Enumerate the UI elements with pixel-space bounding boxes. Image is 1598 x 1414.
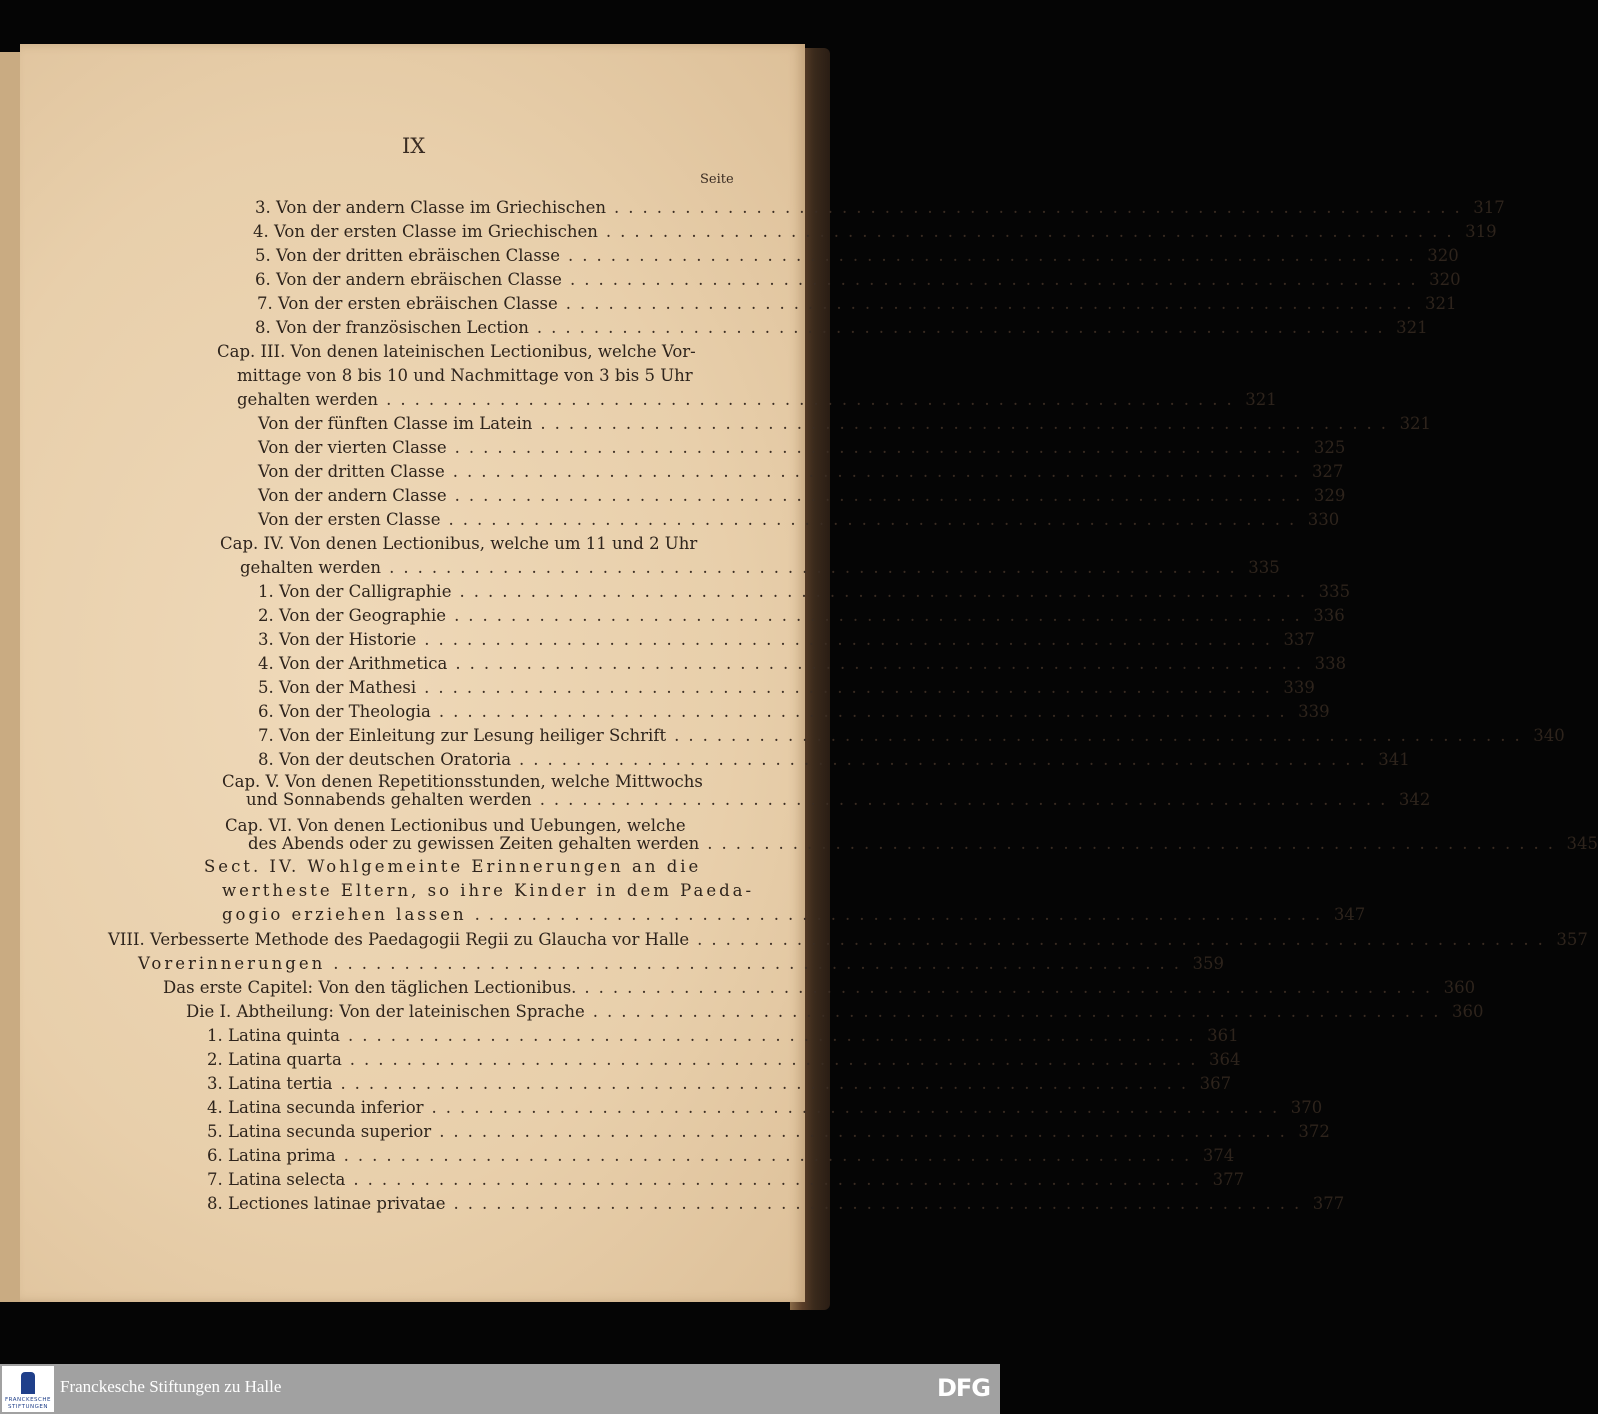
toc-entry [186,1002,1484,1026]
toc-entry [258,702,1330,726]
toc-entry [220,534,698,558]
toc-entry-title: Von der vierten Classe [258,438,447,457]
dot-leader: ............................................................ [353,1170,1209,1189]
toc-entry-page: 336 [1313,606,1345,625]
franckesche-logo[interactable] [2,1366,54,1412]
toc-entry-title: 1. Latina quinta [207,1026,340,1045]
toc-entry-page: 321 [1399,414,1432,433]
toc-entry [258,678,1315,702]
toc-entry-page: 347 [1333,905,1366,924]
toc-entry-title: 4. Von der ersten Classe im Griechischen [253,222,598,241]
toc-entry-title: gehalten werden [240,558,382,577]
dot-leader: ............................................................ [539,790,1395,809]
dot-leader: ............................................................ [333,954,1188,973]
toc-entry-page: 330 [1307,510,1340,529]
dot-leader: ............................................................ [568,246,1423,265]
toc-entry [207,1194,1345,1218]
toc-entry-page: 319 [1465,222,1497,241]
dot-leader: ............................................................ [343,1146,1199,1165]
dot-leader: ............................................................ [584,978,1440,997]
toc-entry-page: 341 [1378,750,1410,769]
toc-entry [258,750,1410,774]
toc-entry [258,462,1344,486]
toc-entry-page: 320 [1427,246,1459,265]
toc-entry-page: 321 [1424,294,1457,313]
toc-entry-title: 5. Von der Mathesi [258,678,417,697]
toc-entry-title: mittage von 8 bis 10 und Nachmittage von 3 bis 5 Uhr [237,366,693,385]
dot-leader: ............................................................ [455,654,1311,673]
toc-entry [258,606,1345,630]
toc-entry-title: gogio erziehen lassen [222,905,467,924]
institution-name[interactable]: Franckesche Stiftungen zu Halle [60,1377,282,1396]
toc-entry-title: 8. Von der französischen Lection [255,318,529,337]
toc-entry-title: Sect. IV. Wohlgemeinte Erinnerungen an die [204,857,702,876]
toc-entry-page: 357 [1556,930,1588,949]
toc-entry-title: 3. Von der Historie [258,630,417,649]
logo-figure-icon [21,1372,35,1394]
toc-entry [222,881,755,905]
toc-entry-page: 364 [1208,1050,1241,1069]
toc-entry-page: 374 [1202,1146,1235,1165]
toc-entry-title: Von der fünften Classe im Latein [258,414,533,433]
toc-entry [253,222,1497,246]
page-column-header: Seite [700,172,734,187]
toc-entry-page: 360 [1443,978,1476,997]
page-number: IX [402,134,426,158]
toc-entry-page: 338 [1314,654,1347,673]
toc-entry-page: 320 [1429,270,1461,289]
toc-entry-title: 4. Von der Arithmetica [258,654,448,673]
toc-entry [255,318,1428,342]
dot-leader: ............................................................ [438,702,1294,721]
dfg-logo[interactable]: DFG [936,1374,990,1402]
toc-entry [258,582,1351,606]
toc-entry-title: und Sonnabends gehalten werden [246,790,532,809]
toc-entry-page: 359 [1192,954,1224,973]
dot-leader: ............................................................ [459,582,1315,601]
logo-text-2: STIFTUNGEN [8,1404,48,1410]
dot-leader: ............................................................ [389,558,1244,577]
toc-entry-title: 5. Latina secunda superior [207,1122,432,1141]
dot-leader: ............................................................ [569,270,1425,289]
toc-entry-title: 7. Von der Einleitung zur Lesung heiliger Schrift [258,726,667,745]
toc-entry [237,366,695,390]
toc-entry-title: 2. Von der Geographie [258,606,447,625]
toc-entry-title: Die I. Abtheilung: Von der lateinischen Sprache [186,1002,585,1021]
toc-entry [258,438,1346,462]
toc-entry-title: 3. Von der andern Classe im Griechischen [255,198,607,217]
dot-leader: ............................................................ [674,726,1529,745]
toc-entry-title: VIII. Verbesserte Methode des Paedagogii Regii zu Glaucha vor Halle [108,930,690,949]
toc-entry-page: 339 [1298,702,1330,721]
toc-entry-title: Vorerinnerungen [138,954,326,973]
toc-entry [258,414,1432,438]
dot-leader: ............................................................ [474,905,1330,924]
toc-entry [207,1098,1323,1122]
toc-entry-page: 321 [1245,390,1277,409]
toc-entry [108,930,1588,954]
dot-leader: ............................................................ [439,1122,1294,1141]
toc-entry [258,510,1340,534]
toc-entry [258,630,1315,654]
toc-entry-page: 372 [1298,1122,1330,1141]
logo-text: FRANCKESCHE [4,1397,51,1403]
toc-entry [257,294,1457,318]
toc-entry [207,1146,1235,1170]
toc-entry-title: Das erste Capitel: Von den täglichen Lectionibus. [163,978,577,997]
toc-entry-title: Cap. IV. Von denen Lectionibus, welche um 11 und 2 Uhr [220,534,698,553]
toc-entry-page: 321 [1396,318,1428,337]
footer-bar [0,1364,1000,1414]
toc-entry-title: 6. Von der andern ebräischen Classe [255,270,562,289]
toc-entry-title: 7. Von der ersten ebräischen Classe [257,294,558,313]
toc-entry-page: 329 [1313,486,1346,505]
toc-entry-title: 7. Latina selecta [207,1170,346,1189]
toc-entry-title: Cap. V. Von denen Repetitionsstunden, welche Mittwochs [222,772,703,791]
dot-leader: ............................................................ [614,198,1469,217]
toc-entry-page: 335 [1248,558,1280,577]
toc-entry [255,270,1461,294]
toc-entry [222,905,1366,929]
dot-leader: ............................................................ [707,834,1562,853]
toc-entry [246,790,1431,814]
dot-leader: ............................................................ [519,750,1374,769]
toc-entry [217,342,695,366]
toc-entry [207,1170,1245,1194]
toc-entry-title: Cap. VI. Von denen Lectionibus und Uebungen, welche [225,816,686,835]
toc-entry-page: 370 [1290,1098,1323,1117]
dot-leader: ............................................................ [453,1194,1309,1213]
toc-entry [204,857,702,881]
toc-entry [255,246,1459,270]
toc-entry-title: Von der andern Classe [258,486,447,505]
dot-leader: ............................................................ [349,1050,1205,1069]
dot-leader: ............................................................ [347,1026,1203,1045]
toc-entry-page: 337 [1283,630,1315,649]
toc-entry-title: 4. Latina secunda inferior [207,1098,424,1117]
toc-entry [255,198,1505,222]
dot-leader: ............................................................ [536,318,1392,337]
toc-entry [207,1074,1232,1098]
toc-entry-page: 360 [1451,1002,1484,1021]
toc-entry-title: Cap. III. Von denen lateinischen Lectionibus, welche Vor- [217,342,696,361]
toc-entry [258,726,1565,750]
toc-entry-title: 6. Von der Theologia [258,702,431,721]
toc-entry [248,834,1598,858]
toc-entry-page: 335 [1318,582,1351,601]
toc-entry [207,1026,1239,1050]
toc-entry-title: 2. Latina quarta [207,1050,342,1069]
toc-entry-title: wertheste Eltern, so ihre Kinder in dem Paeda- [222,881,755,900]
dot-leader: ............................................................ [340,1074,1196,1093]
toc-entry-title: Von der ersten Classe [258,510,441,529]
toc-entry-page: 361 [1207,1026,1239,1045]
toc-entry-title: 5. Von der dritten ebräischen Classe [255,246,561,265]
dot-leader: ............................................................ [424,630,1279,649]
toc-entry-title: 8. Von der deutschen Oratoria [258,750,512,769]
dot-leader: ............................................................ [592,1002,1448,1021]
toc-entry-page: 327 [1311,462,1344,481]
toc-entry-page: 377 [1312,1194,1345,1213]
dot-leader: ............................................................ [454,438,1310,457]
dot-leader: ............................................................ [540,414,1396,433]
toc-entry-page: 340 [1533,726,1565,745]
dot-leader: ............................................................ [448,510,1304,529]
toc-entry [258,654,1347,678]
toc-entry-title: Von der dritten Classe [258,462,445,481]
toc-entry-title: 3. Latina tertia [207,1074,333,1093]
toc-entry-page: 339 [1283,678,1315,697]
toc-entry-title: 8. Lectiones latinae privatae [207,1194,446,1213]
toc-entry-page: 342 [1398,790,1431,809]
dot-leader: ............................................................ [454,606,1309,625]
toc-entry-page: 367 [1199,1074,1232,1093]
toc-entry-page: 317 [1473,198,1505,217]
toc-entry [207,1050,1241,1074]
dot-leader: ............................................................ [431,1098,1287,1117]
dot-leader: ............................................................ [605,222,1461,241]
toc-entry [258,486,1346,510]
toc-entry-page: 377 [1212,1170,1245,1189]
toc-entry [138,954,1224,978]
toc-entry-title: gehalten werden [237,390,379,409]
toc-entry [240,558,1280,582]
toc-entry-title: 6. Latina prima [207,1146,336,1165]
dot-leader: ............................................................ [565,294,1421,313]
dot-leader: ............................................................ [424,678,1279,697]
toc-entry-title: des Abends oder zu gewissen Zeiten gehalten werden [248,834,700,853]
toc-entry [207,1122,1330,1146]
toc-entry [237,390,1277,414]
dot-leader: ............................................................ [697,930,1552,949]
toc-entry-page: 345 [1566,834,1598,853]
toc-entry-title: 1. Von der Calligraphie [258,582,452,601]
toc-entry-page: 325 [1313,438,1346,457]
dot-leader: ............................................................ [454,486,1310,505]
dot-leader: ............................................................ [386,390,1241,409]
toc-entry [163,978,1476,1002]
dot-leader: ............................................................ [452,462,1308,481]
